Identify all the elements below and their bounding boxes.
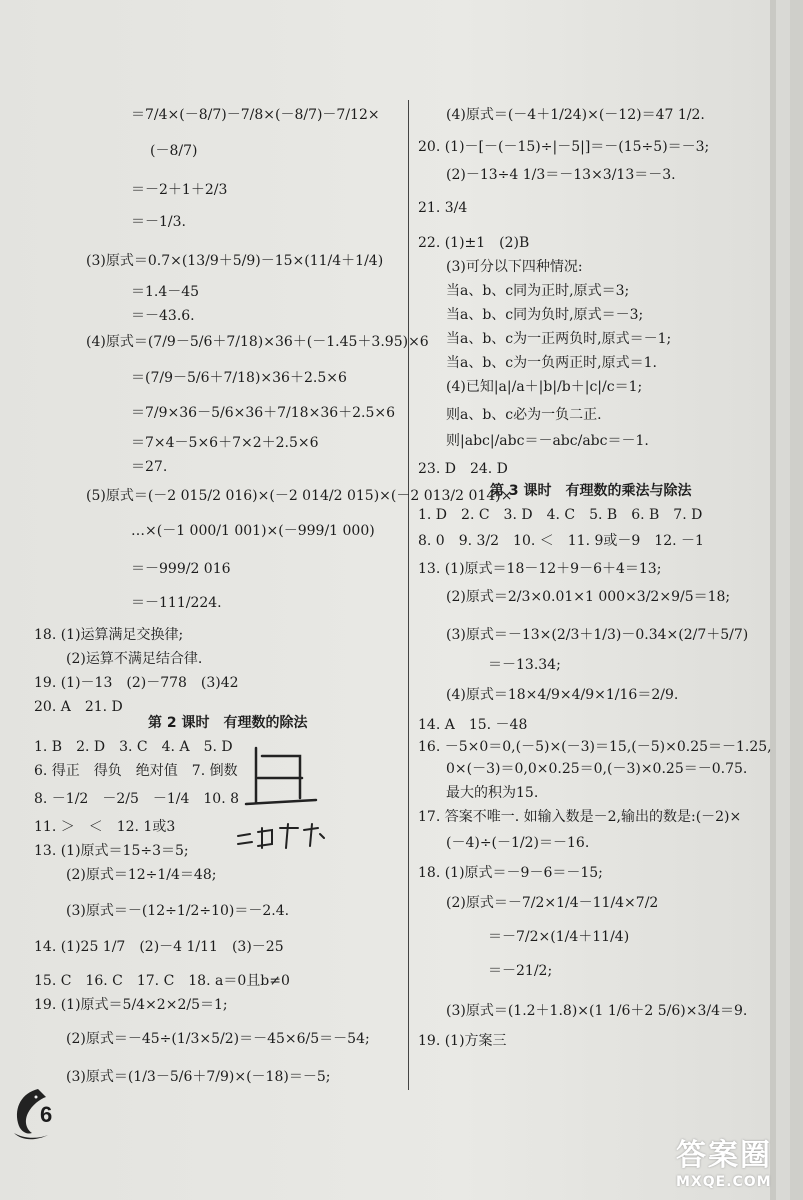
answer-line: (3)原式＝(1/3－5/6＋7/9)×(－18)＝－5; bbox=[66, 1069, 331, 1085]
answer-line: ＝7/9×36－5/6×36＋7/18×36＋2.5×6 bbox=[131, 405, 396, 421]
answer-line: (－4)÷(－1/2)＝－16. bbox=[446, 835, 590, 851]
answer-line: ＝－999/2 016 bbox=[131, 561, 231, 577]
answer-line: 最大的积为15. bbox=[446, 785, 539, 801]
answer-line: ＝(7/9－5/6＋7/18)×36＋2.5×6 bbox=[131, 370, 347, 386]
answer-line: 14. A 15. －48 bbox=[418, 717, 528, 733]
answer-line: (3)原式＝0.7×(13/9＋5/9)－15×(11/4＋1/4) bbox=[86, 253, 384, 269]
answer-line: 则a、b、c必为一负二正. bbox=[446, 407, 602, 423]
answer-line: ＝1.4－45 bbox=[131, 284, 200, 300]
answer-line: 17. 答案不唯一. 如输入数是－2,输出的数是:(－2)× bbox=[418, 809, 742, 825]
answer-line: 19. (1)－13 (2)－778 (3)42 bbox=[34, 675, 239, 691]
answer-line: 22. (1)±1 (2)B bbox=[418, 235, 530, 251]
answer-line: 20. A 21. D bbox=[34, 699, 123, 715]
section-heading: 第 2 课时 有理数的除法 bbox=[148, 715, 308, 731]
page-edge-outer bbox=[790, 0, 803, 1200]
answer-line: 当a、b、c为一负两正时,原式＝1. bbox=[446, 355, 657, 371]
answer-line: ＝－111/224. bbox=[131, 595, 222, 611]
answer-line: 21. 3/4 bbox=[418, 200, 468, 216]
answer-line: (4)原式＝(7/9－5/6＋7/18)×36＋(－1.45＋3.95)×6 bbox=[86, 334, 429, 350]
answer-line: 1. B 2. D 3. C 4. A 5. D bbox=[34, 739, 233, 755]
answer-line: 15. C 16. C 17. C 18. a＝0且b≠0 bbox=[34, 973, 290, 989]
answer-line: 16. －5×0＝0,(－5)×(－3)＝15,(－5)×0.25＝－1.25, bbox=[418, 739, 772, 755]
answer-line: (3)原式＝(1.2＋1.8)×(1 1/6＋2 5/6)×3/4＝9. bbox=[446, 1003, 748, 1019]
handwritten-scribble-drawing bbox=[228, 744, 338, 854]
answer-line: (4)原式＝18×4/9×4/9×1/16＝2/9. bbox=[446, 687, 679, 703]
answer-line: (4)已知|a|/a＋|b|/b＋|c|/c＝1; bbox=[446, 379, 643, 395]
watermark-url: MXQE.COM bbox=[676, 1174, 772, 1190]
answer-line: 18. (1)原式＝－9－6＝－15; bbox=[418, 865, 603, 881]
answer-line: 13. (1)原式＝18－12＋9－6＋4＝13; bbox=[418, 561, 662, 577]
answer-line: 当a、b、c为一正两负时,原式＝－1; bbox=[446, 331, 672, 347]
answer-line: (2)原式＝2/3×0.01×1 000×3/2×9/5＝18; bbox=[446, 589, 731, 605]
column-divider bbox=[408, 100, 409, 1090]
answer-line: 19. (1)原式＝5/4×2×2/5＝1; bbox=[34, 997, 228, 1013]
answer-line: (－8/7) bbox=[150, 143, 198, 159]
answer-line: ＝－43.6. bbox=[131, 308, 195, 324]
answer-line: ＝－7/2×(1/4＋11/4) bbox=[488, 929, 630, 945]
answer-line: 8. －1/2 －2/5 －1/4 10. 8 bbox=[34, 791, 240, 807]
answer-line: (3)可分以下四种情况: bbox=[446, 259, 583, 275]
page-edge bbox=[770, 0, 776, 1200]
answer-line: 23. D 24. D bbox=[418, 461, 508, 477]
answer-line: 1. D 2. C 3. D 4. C 5. B 6. B 7. D bbox=[418, 507, 703, 523]
answer-line: 当a、b、c同为负时,原式＝－3; bbox=[446, 307, 644, 323]
answer-line: 0×(－3)＝0,0×0.25＝0,(－3)×0.25＝－0.75. bbox=[446, 761, 748, 777]
answer-line: (3)原式＝－(12÷1/2÷10)＝－2.4. bbox=[66, 903, 290, 919]
answer-line: ＝－21/2; bbox=[488, 963, 553, 979]
section-heading: 第 3 课时 有理数的乘法与除法 bbox=[490, 483, 692, 499]
answer-line: ＝－1/3. bbox=[131, 214, 186, 230]
answer-line: ＝27. bbox=[131, 459, 168, 475]
answer-line: ＝7/4×(－8/7)－7/8×(－8/7)－7/12× bbox=[131, 107, 380, 123]
answer-line: 8. 0 9. 3/2 10. ＜ 11. 9或－9 12. －1 bbox=[418, 533, 704, 549]
answer-line: 18. (1)运算满足交换律; bbox=[34, 627, 184, 643]
answer-line: (4)原式＝(－4＋1/24)×(－12)＝47 1/2. bbox=[446, 107, 705, 123]
answer-line: (3)原式＝－13×(2/3＋1/3)－0.34×(2/7＋5/7) bbox=[446, 627, 749, 643]
answer-line: 19. (1)方案三 bbox=[418, 1033, 507, 1049]
answer-line: (5)原式＝(－2 015/2 016)×(－2 014/2 015)×(－2 013/2 014)× bbox=[86, 488, 513, 504]
answer-line: 13. (1)原式＝15÷3＝5; bbox=[34, 843, 189, 859]
watermark bbox=[676, 1130, 772, 1190]
answer-line: 14. (1)25 1/7 (2)－4 1/11 (3)－25 bbox=[34, 939, 284, 955]
answer-line: …×(－1 000/1 001)×(－999/1 000) bbox=[131, 523, 375, 539]
answer-line: ＝－2＋1＋2/3 bbox=[131, 182, 228, 198]
answer-line: (2)原式＝12÷1/4＝48; bbox=[66, 867, 217, 883]
answer-line: (2)原式＝－7/2×1/4－11/4×7/2 bbox=[446, 895, 659, 911]
answer-line: ＝7×4－5×6＋7×2＋2.5×6 bbox=[131, 435, 319, 451]
page-number: 6 bbox=[40, 1102, 53, 1127]
watermark-title: 答案圈 bbox=[676, 1138, 772, 1173]
answer-line: 11. ＞ ＜ 12. 1或3 bbox=[34, 819, 176, 835]
answer-line: 当a、b、c同为正时,原式＝3; bbox=[446, 283, 630, 299]
answer-line: (2)－13÷4 1/3＝－13×3/13＝－3. bbox=[446, 167, 676, 183]
answer-line: 则|abc|/abc＝－abc/abc＝－1. bbox=[446, 433, 649, 449]
answer-line: (2)原式＝－45÷(1/3×5/2)＝－45×6/5＝－54; bbox=[66, 1031, 370, 1047]
answer-line: 6. 得正 得负 绝对值 7. 倒数 bbox=[34, 763, 238, 779]
answer-line: (2)运算不满足结合律. bbox=[66, 651, 203, 667]
answer-line: ＝－13.34; bbox=[488, 657, 561, 673]
answer-line: 20. (1)－[－(－15)÷|－5|]＝－(15÷5)＝－3; bbox=[418, 139, 710, 155]
